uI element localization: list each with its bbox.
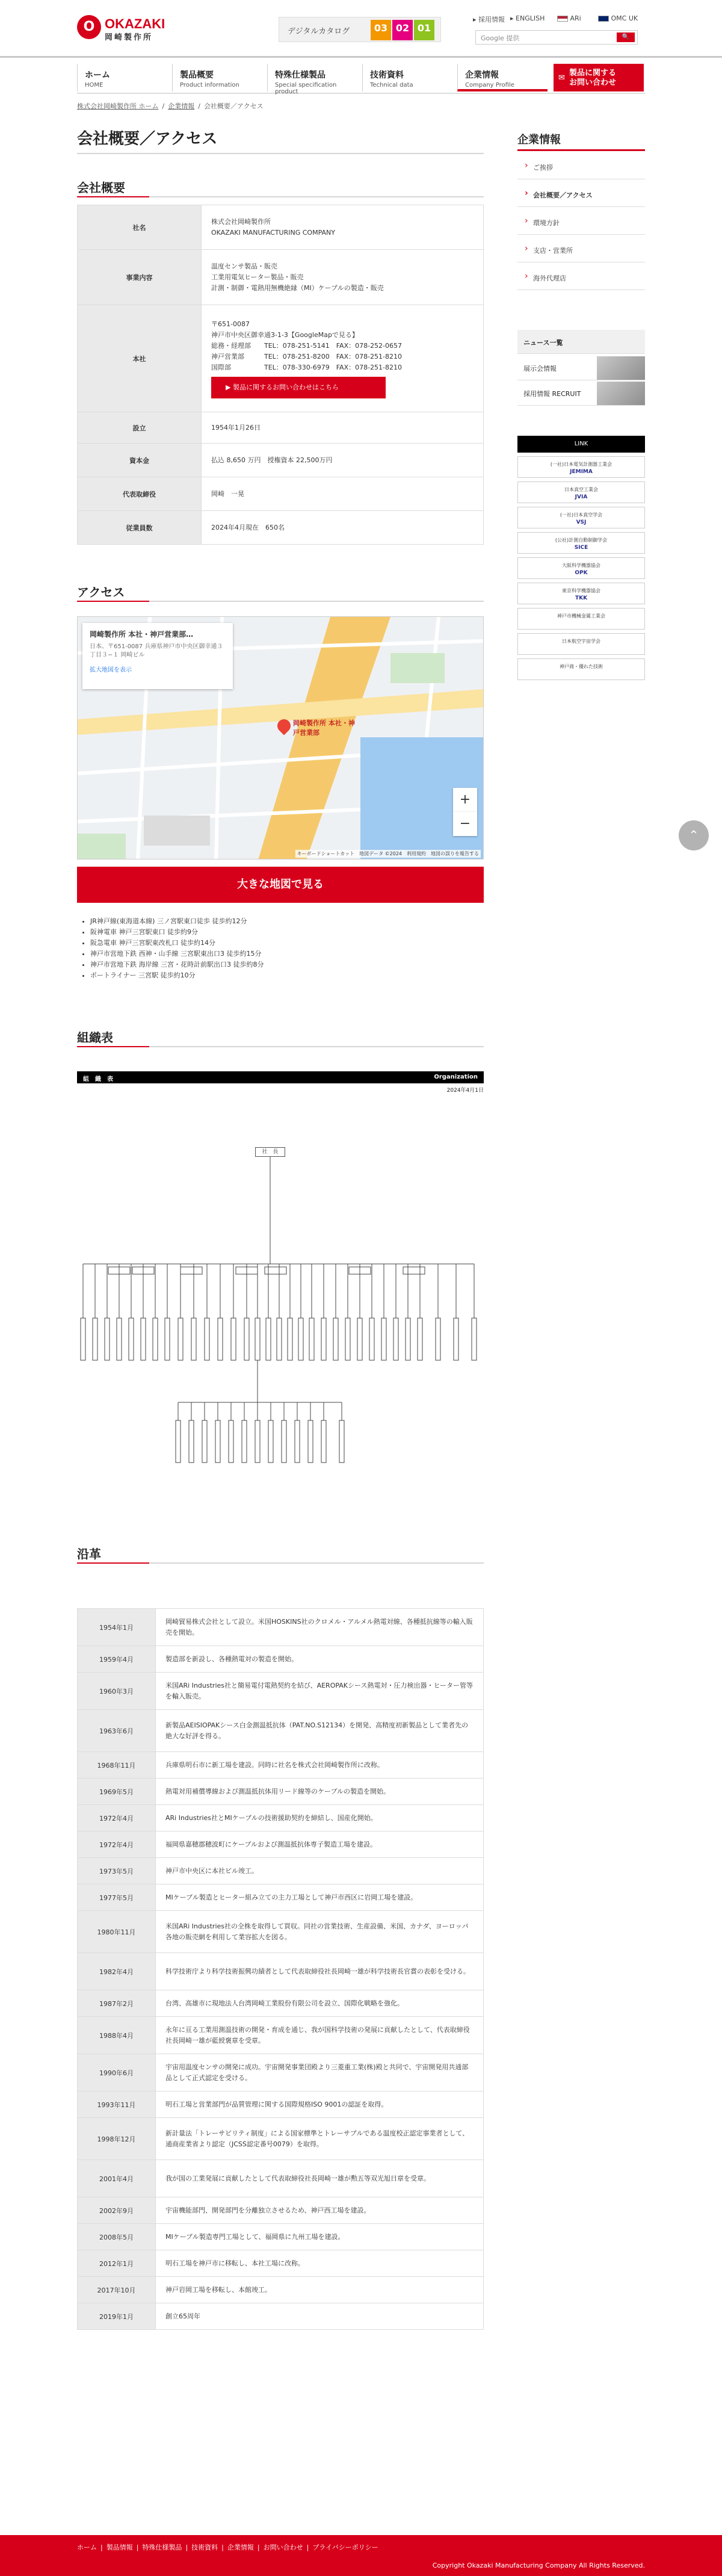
- history-text: 創立65周年: [156, 2303, 484, 2330]
- history-text: 科学技術庁より科学技術振興功績者として代表取締役社長岡崎一雄が科学技術長官賞の表彰を受ける。: [156, 1953, 484, 1990]
- org-unit-box: [255, 1420, 260, 1463]
- org-chart-header: 組 織 表 Organization: [77, 1071, 484, 1083]
- overview-heading: 会社概要: [77, 181, 125, 195]
- uk-flag-icon: [598, 16, 609, 22]
- history-row: [78, 2303, 484, 2330]
- history-date: 1959年4月: [78, 1646, 156, 1673]
- org-unit-box: [369, 1318, 374, 1360]
- nav-technical-data[interactable]: 技術資料 Technical data: [362, 64, 452, 91]
- footer-separator: |: [100, 2543, 103, 2551]
- company-overview-table: [77, 205, 484, 545]
- sidebar-item-environment[interactable]: › 環境方針: [517, 207, 645, 235]
- history-date: 2008年5月: [78, 2224, 156, 2250]
- org-unit-box: [277, 1318, 282, 1360]
- sidebar-news[interactable]: ニュース一覧: [517, 330, 645, 354]
- org-unit-box: [339, 1420, 344, 1463]
- org-unit-box: [298, 1318, 303, 1360]
- history-row: [78, 1609, 484, 1646]
- logo-mark-icon: O: [77, 15, 101, 39]
- org-unit-box: [406, 1318, 410, 1360]
- org-unit-box: [165, 1318, 170, 1360]
- org-unit-box: [345, 1318, 350, 1360]
- org-unit-box: [218, 1318, 223, 1360]
- google-map[interactable]: [77, 616, 484, 859]
- sidebar-link-7[interactable]: 日本航空宇宙学会: [517, 633, 645, 655]
- history-row: [78, 1805, 484, 1831]
- nav-home[interactable]: ホーム HOME: [77, 64, 167, 91]
- history-row: [78, 2224, 484, 2250]
- sidebar-link-4[interactable]: 大阪科学機器協会 OPK: [517, 557, 645, 579]
- history-row: [78, 2054, 484, 2091]
- list-item: • ポートライナー 三宮駅 徒歩約10分: [90, 970, 264, 981]
- history-date: 1993年11月: [78, 2091, 156, 2118]
- history-text: ARi Industries社とMIケーブルの技術援助契約を締結し、国産化開始。: [156, 1805, 484, 1831]
- footer-separator: |: [136, 2543, 139, 2551]
- org-unit-box: [268, 1420, 273, 1463]
- chevron-up-icon: ⌃: [688, 828, 699, 842]
- history-text: 製造部を新設し、各種熱電対の製造を開始。: [156, 1646, 484, 1673]
- history-date: 1987年2月: [78, 1990, 156, 2017]
- history-date: 2001年4月: [78, 2160, 156, 2197]
- footer-separator: |: [221, 2543, 224, 2551]
- table-row: 代表取締役 岡崎 一晃: [78, 477, 484, 511]
- back-to-top-button[interactable]: [679, 820, 709, 850]
- org-unit-box: [215, 1420, 220, 1463]
- org-unit-box: [288, 1318, 292, 1360]
- history-row: [78, 1779, 484, 1805]
- page-title: 会社概要／アクセス: [77, 130, 218, 148]
- history-row: [78, 2197, 484, 2224]
- sidebar-link-5[interactable]: 東京科学機器協会 TKK: [517, 583, 645, 604]
- history-text: 新計量法「トレーサビリティ制度」による国家標準とトレーサブルである温度校正認定事業者として、通商産業省より認定（JCSS認定番号0079）を取得。: [156, 2118, 484, 2160]
- org-chart-date: 2024年4月1日: [446, 1088, 484, 1094]
- history-date: 2012年1月: [78, 2250, 156, 2277]
- nav-special-products[interactable]: 特殊仕様製品 Special specification product: [267, 64, 357, 91]
- title-rule: [77, 153, 484, 154]
- history-text: MIケーブル製造専門工場として、福岡県に九州工場を建設。: [156, 2224, 484, 2250]
- history-date: 1960年3月: [78, 1673, 156, 1710]
- history-row: [78, 1673, 484, 1710]
- sidebar-link-8[interactable]: 神戸商・優れた技術: [517, 658, 645, 680]
- history-date: 1982年4月: [78, 1953, 156, 1990]
- org-unit-box: [282, 1420, 286, 1463]
- org-unit-box: [381, 1318, 386, 1360]
- catalog-chip-02[interactable]: 02: [392, 20, 413, 40]
- table-row: 従業員数 2024年4月現在 650名: [78, 511, 484, 545]
- history-row: [78, 1953, 484, 1990]
- org-unit-box: [357, 1318, 362, 1360]
- org-unit-box: [418, 1318, 422, 1360]
- history-row: [78, 2091, 484, 2118]
- sidebar-recruit-banner[interactable]: 採用情報 RECRUIT: [517, 382, 645, 406]
- site-footer: [0, 2535, 722, 2576]
- history-date: 2017年10月: [78, 2277, 156, 2303]
- nav-company-profile[interactable]: 企業情報 Company Profile: [457, 64, 548, 91]
- omc-uk-link[interactable]: OMC UK: [598, 14, 638, 22]
- history-row: [78, 1752, 484, 1779]
- org-unit-box: [403, 1267, 425, 1274]
- footer-separator: |: [257, 2543, 260, 2551]
- search-box[interactable]: [475, 30, 638, 45]
- org-unit-box: [229, 1420, 233, 1463]
- access-rule: [77, 601, 484, 602]
- history-date: 1972年4月: [78, 1805, 156, 1831]
- history-table: [77, 1608, 484, 2330]
- history-rule: [77, 1562, 484, 1564]
- recruit-thumbnail: [597, 382, 645, 405]
- footer-separator: |: [306, 2543, 309, 2551]
- breadcrumb: 株式会社岡崎製作所 ホーム / 企業情報 / 会社概要／アクセス: [77, 102, 264, 110]
- footer-link[interactable]: ホーム: [77, 2543, 97, 2551]
- recruit-link[interactable]: ▸ 採用情報: [473, 16, 505, 23]
- english-link[interactable]: ▸ ENGLISH: [510, 14, 545, 22]
- mail-icon: ✉: [558, 73, 565, 82]
- list-item: • JR神戸線(東海道本線) 三ノ宮駅東口徒歩 徒歩約12分: [90, 916, 264, 927]
- history-text: 宇宙機能部門、開発部門を分離独立させるため、神戸西工場を建設。: [156, 2197, 484, 2224]
- org-unit-box: [153, 1318, 158, 1360]
- footer-link[interactable]: 企業情報: [227, 2543, 254, 2551]
- org-unit-box: [265, 1267, 286, 1274]
- org-unit-box: [295, 1420, 300, 1463]
- history-text: MIケーブル製造とヒーター組み立ての主力工場として神戸市西区に岩岡工場を建設。: [156, 1884, 484, 1911]
- nav-contact-button[interactable]: ✉ 製品に関する お問い合わせ: [554, 64, 644, 91]
- sidebar-heading: 企業情報: [517, 134, 561, 146]
- org-unit-box: [309, 1318, 314, 1360]
- history-text: 台湾、高雄市に現地法人台湾岡崎工業股份有限公司を設立、国際化戦略を強化。: [156, 1990, 484, 2017]
- history-row: [78, 1911, 484, 1953]
- org-unit-box: [242, 1420, 247, 1463]
- org-unit-box: [178, 1318, 183, 1360]
- history-row: [78, 1884, 484, 1911]
- history-text: 神戸岩岡工場を移転し、本館竣工。: [156, 2277, 484, 2303]
- org-unit-box: [393, 1318, 398, 1360]
- sidebar-item-overseas[interactable]: › 海外代理店: [517, 262, 645, 290]
- history-date: 1954年1月: [78, 1609, 156, 1646]
- company-logo[interactable]: [77, 15, 184, 43]
- history-date: 2002年9月: [78, 2197, 156, 2224]
- search-button[interactable]: 🔍: [617, 33, 635, 42]
- catalog-chip-03[interactable]: 03: [371, 20, 391, 40]
- map-card-title: 岡崎製作所 本社・神戸営業部…: [90, 630, 194, 639]
- org-unit-box: [191, 1318, 196, 1360]
- large-map-button[interactable]: 大きな地図で見る: [77, 867, 484, 903]
- history-date: 1963年6月: [78, 1710, 156, 1752]
- table-row: 社名 株式会社岡崎製作所 OKAZAKI MANUFACTURING COMPANY: [78, 205, 484, 250]
- map-footer: キーボードショートカット 地図データ ©2024 利用規約 地図の誤りを報告する: [295, 850, 481, 858]
- sidebar-exhibition-banner[interactable]: 展示会情報: [517, 356, 645, 380]
- digital-catalog-banner[interactable]: [279, 17, 441, 42]
- link-heading: LINK: [517, 436, 645, 453]
- org-unit-box: [231, 1318, 236, 1360]
- map-pin-label: 岡崎製作所 本社・神戸営業部: [293, 719, 355, 737]
- nav-products[interactable]: 製品概要 Product information: [172, 64, 262, 91]
- org-unit-box: [255, 1318, 260, 1360]
- history-text: 神戸市中央区に本社ビル竣工。: [156, 1858, 484, 1884]
- history-date: 2019年1月: [78, 2303, 156, 2330]
- history-row: [78, 2277, 484, 2303]
- history-date: 1980年11月: [78, 1911, 156, 1953]
- org-unit-box: [129, 1318, 134, 1360]
- us-flag-icon: [557, 16, 568, 22]
- org-unit-box: [244, 1318, 249, 1360]
- history-text: 米国ARi Industries社の全株を取得して買収。同社の営業技術、生産設備、米国、カナダ、ヨーロッパ各地の販売網を利用して業容拡大を図る。: [156, 1911, 484, 1953]
- map-info-card: [82, 623, 233, 689]
- list-item: • 神戸市営地下鉄 海岸線 三宮・花時計前駅出口3 徒歩約8分: [90, 959, 264, 970]
- history-row: [78, 1858, 484, 1884]
- sidebar-item-overview[interactable]: › 会社概要／アクセス: [517, 179, 645, 207]
- org-unit-box: [308, 1420, 313, 1463]
- breadcrumb-current: 会社概要／アクセス: [203, 102, 264, 110]
- history-text: 岡崎貿易株式会社として設立。米国HOSKINS社のクロメル・アルメル熱電対線、各種抵抗線等の輸入販売を開始。: [156, 1609, 484, 1646]
- org-unit-box: [266, 1318, 271, 1360]
- list-item: • 神戸市営地下鉄 西神・山手線 三宮駅東出口3 徒歩約15分: [90, 949, 264, 959]
- sidebar-link-2[interactable]: (一社)日本真空学会 VSJ: [517, 507, 645, 528]
- product-inquiry-button[interactable]: ▶ 製品に関するお問い合わせはこちら: [211, 377, 386, 398]
- history-row: [78, 1831, 484, 1858]
- history-date: 1968年11月: [78, 1752, 156, 1779]
- footer-link[interactable]: 製品情報: [106, 2543, 133, 2551]
- history-text: 福岡県嘉穂郡穂波町にケーブルおよび測温抵抗体専子製造工場を建設。: [156, 1831, 484, 1858]
- footer-link[interactable]: 技術資料: [191, 2543, 218, 2551]
- org-unit-box: [176, 1420, 180, 1463]
- org-chart: [77, 1119, 484, 1505]
- search-input[interactable]: Google 提供: [481, 34, 520, 42]
- org-unit-box: [454, 1318, 458, 1360]
- history-date: 1998年12月: [78, 2118, 156, 2160]
- table-row: 資本金 払込 8,650 万円 授権資本 22,500万円: [78, 444, 484, 477]
- sidebar-rule: [517, 149, 645, 151]
- table-row: 設立 1954年1月26日: [78, 412, 484, 444]
- sidebar-item-branches[interactable]: › 支店・営業所: [517, 235, 645, 262]
- history-row: [78, 2017, 484, 2054]
- sidebar-item-greeting[interactable]: › ご挨拶: [517, 152, 645, 179]
- org-rule: [77, 1046, 484, 1047]
- history-text: 我が国の工業発展に貢献したとして代表取締役社長岡崎一雄が勲五等双光旭日章を受章。: [156, 2160, 484, 2197]
- history-date: 1988年4月: [78, 2017, 156, 2054]
- breadcrumb-home[interactable]: 株式会社岡崎製作所 ホーム: [77, 102, 159, 110]
- access-list: [90, 916, 264, 981]
- list-item: • 阪急電車 神戸三宮駅東改札口 徒歩約14分: [90, 938, 264, 949]
- arii-link[interactable]: ARi: [557, 14, 581, 22]
- org-unit-box: [321, 1420, 326, 1463]
- footer-link[interactable]: お問い合わせ: [263, 2543, 303, 2551]
- org-unit-box: [436, 1318, 440, 1360]
- history-row: [78, 1646, 484, 1673]
- org-unit-box: [180, 1267, 202, 1274]
- org-unit-box: [93, 1318, 97, 1360]
- list-item: • 阪神電車 神戸三宮駅東口 徒歩約9分: [90, 927, 264, 938]
- footer-link[interactable]: プライバシーポリシー: [312, 2543, 378, 2551]
- history-text: 新製品AEISIOPAKシース白金測温抵抗体（PAT.NO.S12134）を開発、高精度初新製品として業者先の絶大な好評を得る。: [156, 1710, 484, 1752]
- history-row: [78, 1710, 484, 1752]
- history-date: 1973年5月: [78, 1858, 156, 1884]
- org-unit-box: [117, 1318, 122, 1360]
- history-row: [78, 1990, 484, 2017]
- org-top-box: 社 長: [255, 1147, 285, 1157]
- history-row: [78, 2118, 484, 2160]
- history-date: 1977年5月: [78, 1884, 156, 1911]
- overview-rule: [77, 196, 484, 197]
- sidebar-link-3[interactable]: (公社)計測自動制御学会 SICE: [517, 532, 645, 554]
- sidebar-link-6[interactable]: 神戸市機械金属工業会: [517, 608, 645, 630]
- history-heading: 沿革: [77, 1547, 101, 1561]
- org-unit-box: [105, 1318, 110, 1360]
- logo-text: OKAZAKI: [105, 16, 165, 31]
- history-text: 永年に亘る工業用測温技術の開発・育成を通じ、我が国科学技術の発展に貢献したとして、代表取締役社長岡崎一雄が藍綬褒章を受章。: [156, 2017, 484, 2054]
- breadcrumb-company[interactable]: 企業情報: [168, 102, 195, 110]
- history-text: 兵庫県明石市に新工場を建設。同時に社名を株式会社岡崎製作所に改称。: [156, 1752, 484, 1779]
- zoom-in-button[interactable]: +: [453, 788, 477, 812]
- org-unit-box: [472, 1318, 477, 1360]
- org-chart-lines: [77, 1119, 484, 1505]
- history-row: [78, 2160, 484, 2197]
- access-heading: アクセス: [77, 585, 125, 599]
- history-date: 1972年4月: [78, 1831, 156, 1858]
- org-unit-box: [81, 1318, 85, 1360]
- history-text: 明石工場を神戸市に移転し、本社工場に改称。: [156, 2250, 484, 2277]
- table-row: 本社 〒651-0087 神戸市中央区御幸通3-1-3【GoogleMapで見る】 総務・経理部 TEL：078-251-5141 FAX：078-252-0657 神戸営業部 TEL：078-251-8200 FAX：078-251-8210 国際部 TEL：078-330-6979 FAX：078-251-8210 ▶ 製品に関するお問い合わせはこちら: [78, 305, 484, 412]
- zoom-out-button[interactable]: −: [453, 812, 477, 836]
- sidebar-link-1[interactable]: 日本真空工業会 JVIA: [517, 481, 645, 503]
- org-unit-box: [202, 1420, 207, 1463]
- history-date: 1969年5月: [78, 1779, 156, 1805]
- map-card-address: 日本、〒651-0087 兵庫県神戸市中央区御幸通３丁目３−１ 岡崎ビル: [90, 643, 223, 658]
- history-text: 熱電対用補償導線および測温抵抗体用リード線等のケーブルの製造を開始。: [156, 1779, 484, 1805]
- footer-separator: |: [185, 2543, 188, 2551]
- site-header: [0, 0, 722, 58]
- sidebar-link-0[interactable]: (一社)日本電気計測器工業会 JEMIMA: [517, 456, 645, 478]
- global-nav: [77, 60, 645, 94]
- exhibition-thumbnail: [597, 356, 645, 380]
- map-enlarge-link[interactable]: 拡大地図を表示: [90, 667, 132, 673]
- org-unit-box: [321, 1318, 326, 1360]
- org-unit-box: [333, 1318, 338, 1360]
- org-heading: 組織表: [77, 1030, 113, 1045]
- history-text: 宇宙用温度センサの開発に成功。宇宙開発事業団殿より三菱重工業(株)殿と共同で、宇宙開発用共通部品として正式認定を受ける。: [156, 2054, 484, 2091]
- footer-link[interactable]: 特殊仕様製品: [142, 2543, 182, 2551]
- copyright: Copyright Okazaki Manufacturing Company All Rights Reserved.: [432, 2562, 645, 2569]
- logo-subtext: 岡崎製作所: [105, 33, 153, 42]
- org-unit-box: [141, 1318, 146, 1360]
- history-date: 1990年6月: [78, 2054, 156, 2091]
- catalog-chip-01[interactable]: 01: [414, 20, 434, 40]
- footer-links: [77, 2542, 382, 2552]
- table-row: 事業内容 温度センサ製品・販売 工業用電気ヒーター製品・販売 計測・制御・電熱用無機絶縁（MI）ケーブルの製造・販売: [78, 250, 484, 305]
- history-text: 明石工場と営業部門が品質管理に関する国際規格ISO 9001の認証を取得。: [156, 2091, 484, 2118]
- history-text: 米国ARi Industries社と簡易電付電熱契約を結び、AEROPAKシース熱電対・圧力検出器・ヒーター管等を輸入販売。: [156, 1673, 484, 1710]
- catalog-label: デジタルカタログ: [288, 27, 350, 36]
- org-unit-box: [189, 1420, 194, 1463]
- org-unit-box: [205, 1318, 209, 1360]
- history-row: [78, 2250, 484, 2277]
